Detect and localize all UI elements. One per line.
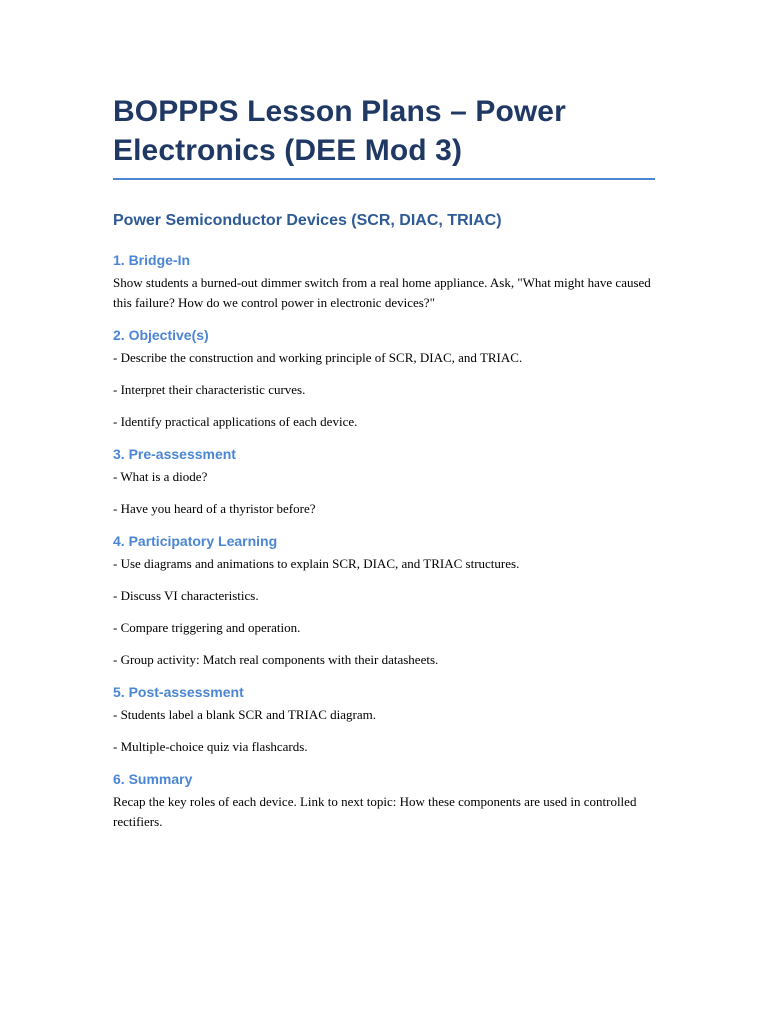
document-title: BOPPPS Lesson Plans – Power Electronics (DEE Mod 3): [113, 95, 566, 167]
section-objectives: [113, 325, 655, 432]
section-heading: 5. Post-assessment: [113, 684, 244, 700]
section-heading: 3. Pre-assessment: [113, 446, 236, 462]
section-paragraph: - Have you heard of a thyristor before?: [113, 501, 316, 516]
section-summary: [113, 769, 655, 832]
section-paragraph: Recap the key roles of each device. Link to next topic: How these components are used in controlled rectifiers.: [113, 794, 637, 829]
section-bridge-in: [113, 250, 655, 313]
section-paragraph: - Describe the construction and working principle of SCR, DIAC, and TRIAC.: [113, 350, 523, 365]
section-paragraph: - Multiple-choice quiz via flashcards.: [113, 739, 308, 754]
section-paragraph: - Compare triggering and operation.: [113, 620, 301, 635]
section-heading: 1. Bridge-In: [113, 252, 191, 268]
section-paragraph: - Discuss VI characteristics.: [113, 588, 259, 603]
document-page: [113, 92, 655, 844]
section-paragraph: - Group activity: Match real components with their datasheets.: [113, 652, 439, 667]
section-paragraph: Show students a burned-out dimmer switch from a real home appliance. Ask, "What might have caused this failure? How do we control power in electronic devices?": [113, 275, 651, 310]
section-post-assessment: [113, 682, 655, 757]
section-pre-assessment: [113, 444, 655, 519]
title-underline: [113, 178, 655, 180]
section-paragraph: - Use diagrams and animations to explain SCR, DIAC, and TRIAC structures.: [113, 556, 520, 571]
section-heading: 4. Participatory Learning: [113, 533, 278, 549]
section-paragraph: - Identify practical applications of each device.: [113, 414, 358, 429]
section-heading: 6. Summary: [113, 771, 193, 787]
section-participatory-learning: [113, 531, 655, 670]
section-paragraph: - Interpret their characteristic curves.: [113, 382, 306, 397]
document-subtitle: Power Semiconductor Devices (SCR, DIAC, TRIAC): [113, 212, 502, 229]
section-paragraph: - Students label a blank SCR and TRIAC diagram.: [113, 707, 376, 722]
section-heading: 2. Objective(s): [113, 327, 209, 343]
section-paragraph: - What is a diode?: [113, 469, 208, 484]
